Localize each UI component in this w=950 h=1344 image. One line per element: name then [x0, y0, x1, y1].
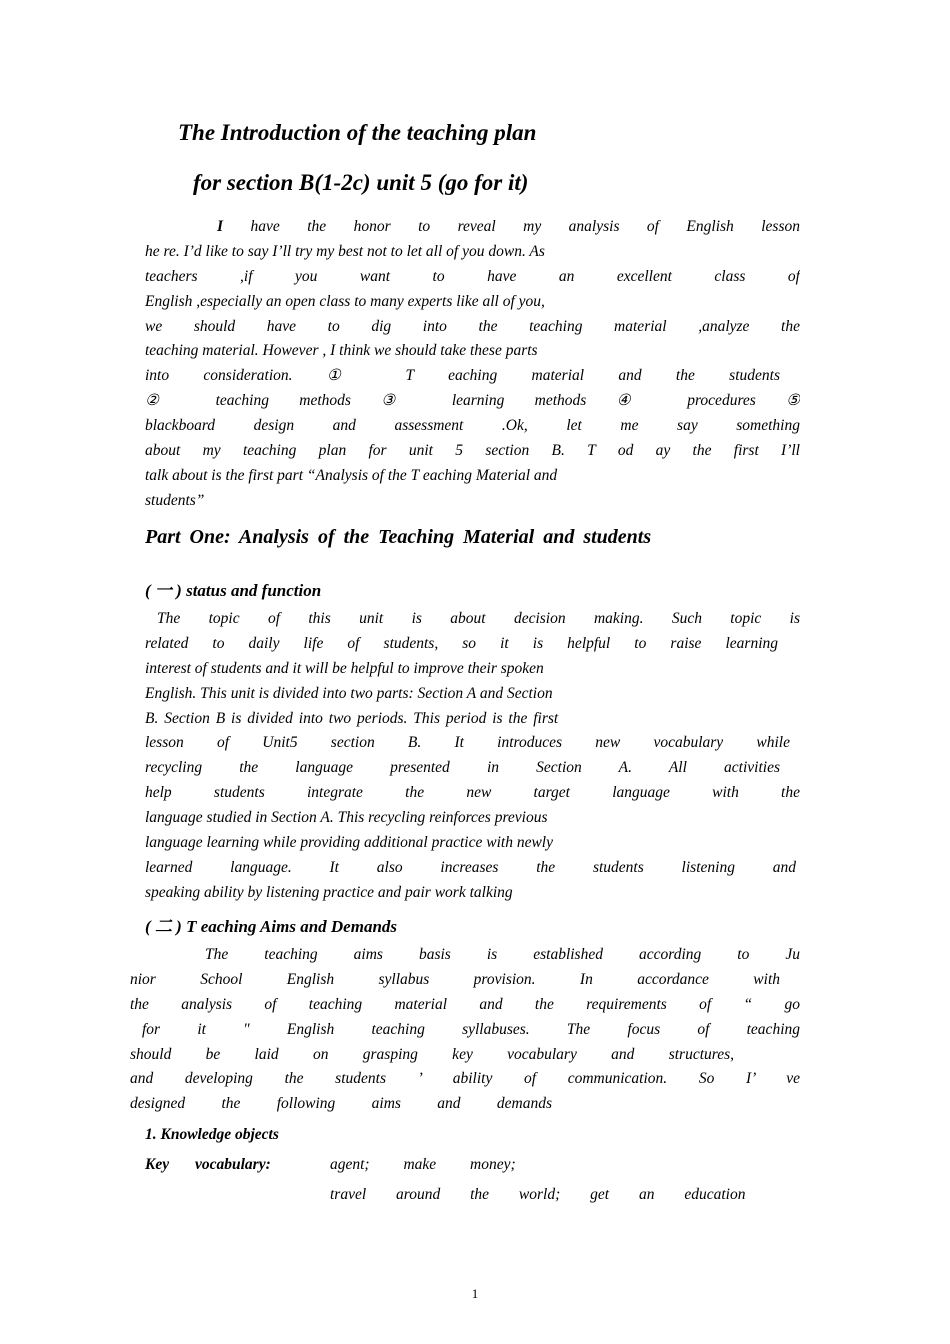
intro-line-2: teachers ,if you want to have an excellent class of [145, 267, 800, 285]
section2-line-4: should be laid on grasping key vocabulary and structures, [130, 1045, 734, 1063]
intro-paragraph [145, 215, 800, 514]
intro-line-8: blackboard design and assessment .Ok, let me say something [145, 417, 800, 435]
intro-line-9: about my teaching plan for unit 5 section B. T od ay the first I’ll [145, 442, 800, 460]
intro-line-5: teaching material. However , I think we should take these parts [145, 342, 538, 360]
section1-line-2: interest of students and it will be helpful to improve their spoken [145, 659, 544, 677]
section2-line-2: the analysis of teaching material and the requirements of “ go [130, 995, 800, 1013]
key-vocabulary-values-2: travel around the world; get an education [330, 1186, 746, 1203]
title-line-2: for section B(1-2c) unit 5 (go for it) [193, 170, 529, 195]
intro-line-3: English ,especially an open class to many experts like all of you, [145, 292, 545, 310]
section2-paragraph [130, 943, 800, 1117]
section1-line-11: speaking ability by listening practice and pair work talking [145, 883, 513, 901]
title-line-1: The Introduction of the teaching plan [178, 120, 537, 145]
part-one-heading: Part One: Analysis of the Teaching Material and students [145, 526, 652, 548]
section1-line-8: language studied in Section A. This recycling reinforces previous [145, 809, 548, 827]
section1-line-5: lesson of Unit5 section B. It introduces new vocabulary while [145, 734, 790, 752]
section1-line-10: learned language. It also increases the students listening and [145, 858, 796, 876]
page-number: 1 [471, 1286, 479, 1301]
intro-line-4: we should have to dig into the teaching material ,analyze the [145, 317, 800, 335]
key-vocabulary-values-1: agent; make money; [330, 1156, 516, 1173]
section1-line-7: help students integrate the new target language with the [145, 784, 800, 802]
section2-line-6: designed the following aims and demands [130, 1095, 552, 1113]
intro-line-11: students” [145, 491, 205, 509]
section1-line-6: recycling the language presented in Section A. All activities [145, 759, 780, 777]
intro-lead: I [217, 218, 224, 235]
intro-line-1: he re. I’d like to say I’ll try my best not to let all of you down. As [145, 242, 545, 260]
section2-line-5: and developing the students ’ ability of communication. So I’ ve [130, 1070, 800, 1088]
section1-line-9: language learning while providing additional practice with newly [145, 834, 553, 852]
intro-line-10: talk about is the first part “Analysis of the T eaching Material and [145, 466, 558, 484]
section1-paragraph [145, 607, 800, 906]
section1-line-1: related to daily life of students, so it is helpful to raise learning [145, 634, 778, 652]
section1-line-3: English. This unit is divided into two parts: Section A and Section [145, 684, 553, 702]
section1-line-0: The topic of this unit is about decision making. Such topic is [157, 610, 800, 627]
intro-line-7: ② teaching methods ③ learning methods ④ procedures ⑤ [145, 392, 800, 410]
intro-line-6: into consideration. ① T eaching material and the students [145, 367, 780, 385]
section1-heading: ( 一 ) status and function [145, 581, 322, 600]
key-vocabulary-label: Key vocabulary: [145, 1156, 271, 1173]
intro-line-0: I have the honor to reveal my analysis of English lesson [217, 218, 800, 235]
section2-heading: ( 二 ) T eaching Aims and Demands [145, 917, 398, 936]
section2-line-3: for it " English teaching syllabuses. The focus of teaching [142, 1020, 800, 1038]
section2-line-1: nior School English syllabus provision. In accordance with [130, 970, 780, 988]
section1-line-4: B. Section B is divided into two periods. This period is the first [145, 709, 559, 727]
knowledge-heading: 1. Knowledge objects [145, 1126, 279, 1143]
section2-line-0: The teaching aims basis is established according to Ju [205, 946, 800, 963]
